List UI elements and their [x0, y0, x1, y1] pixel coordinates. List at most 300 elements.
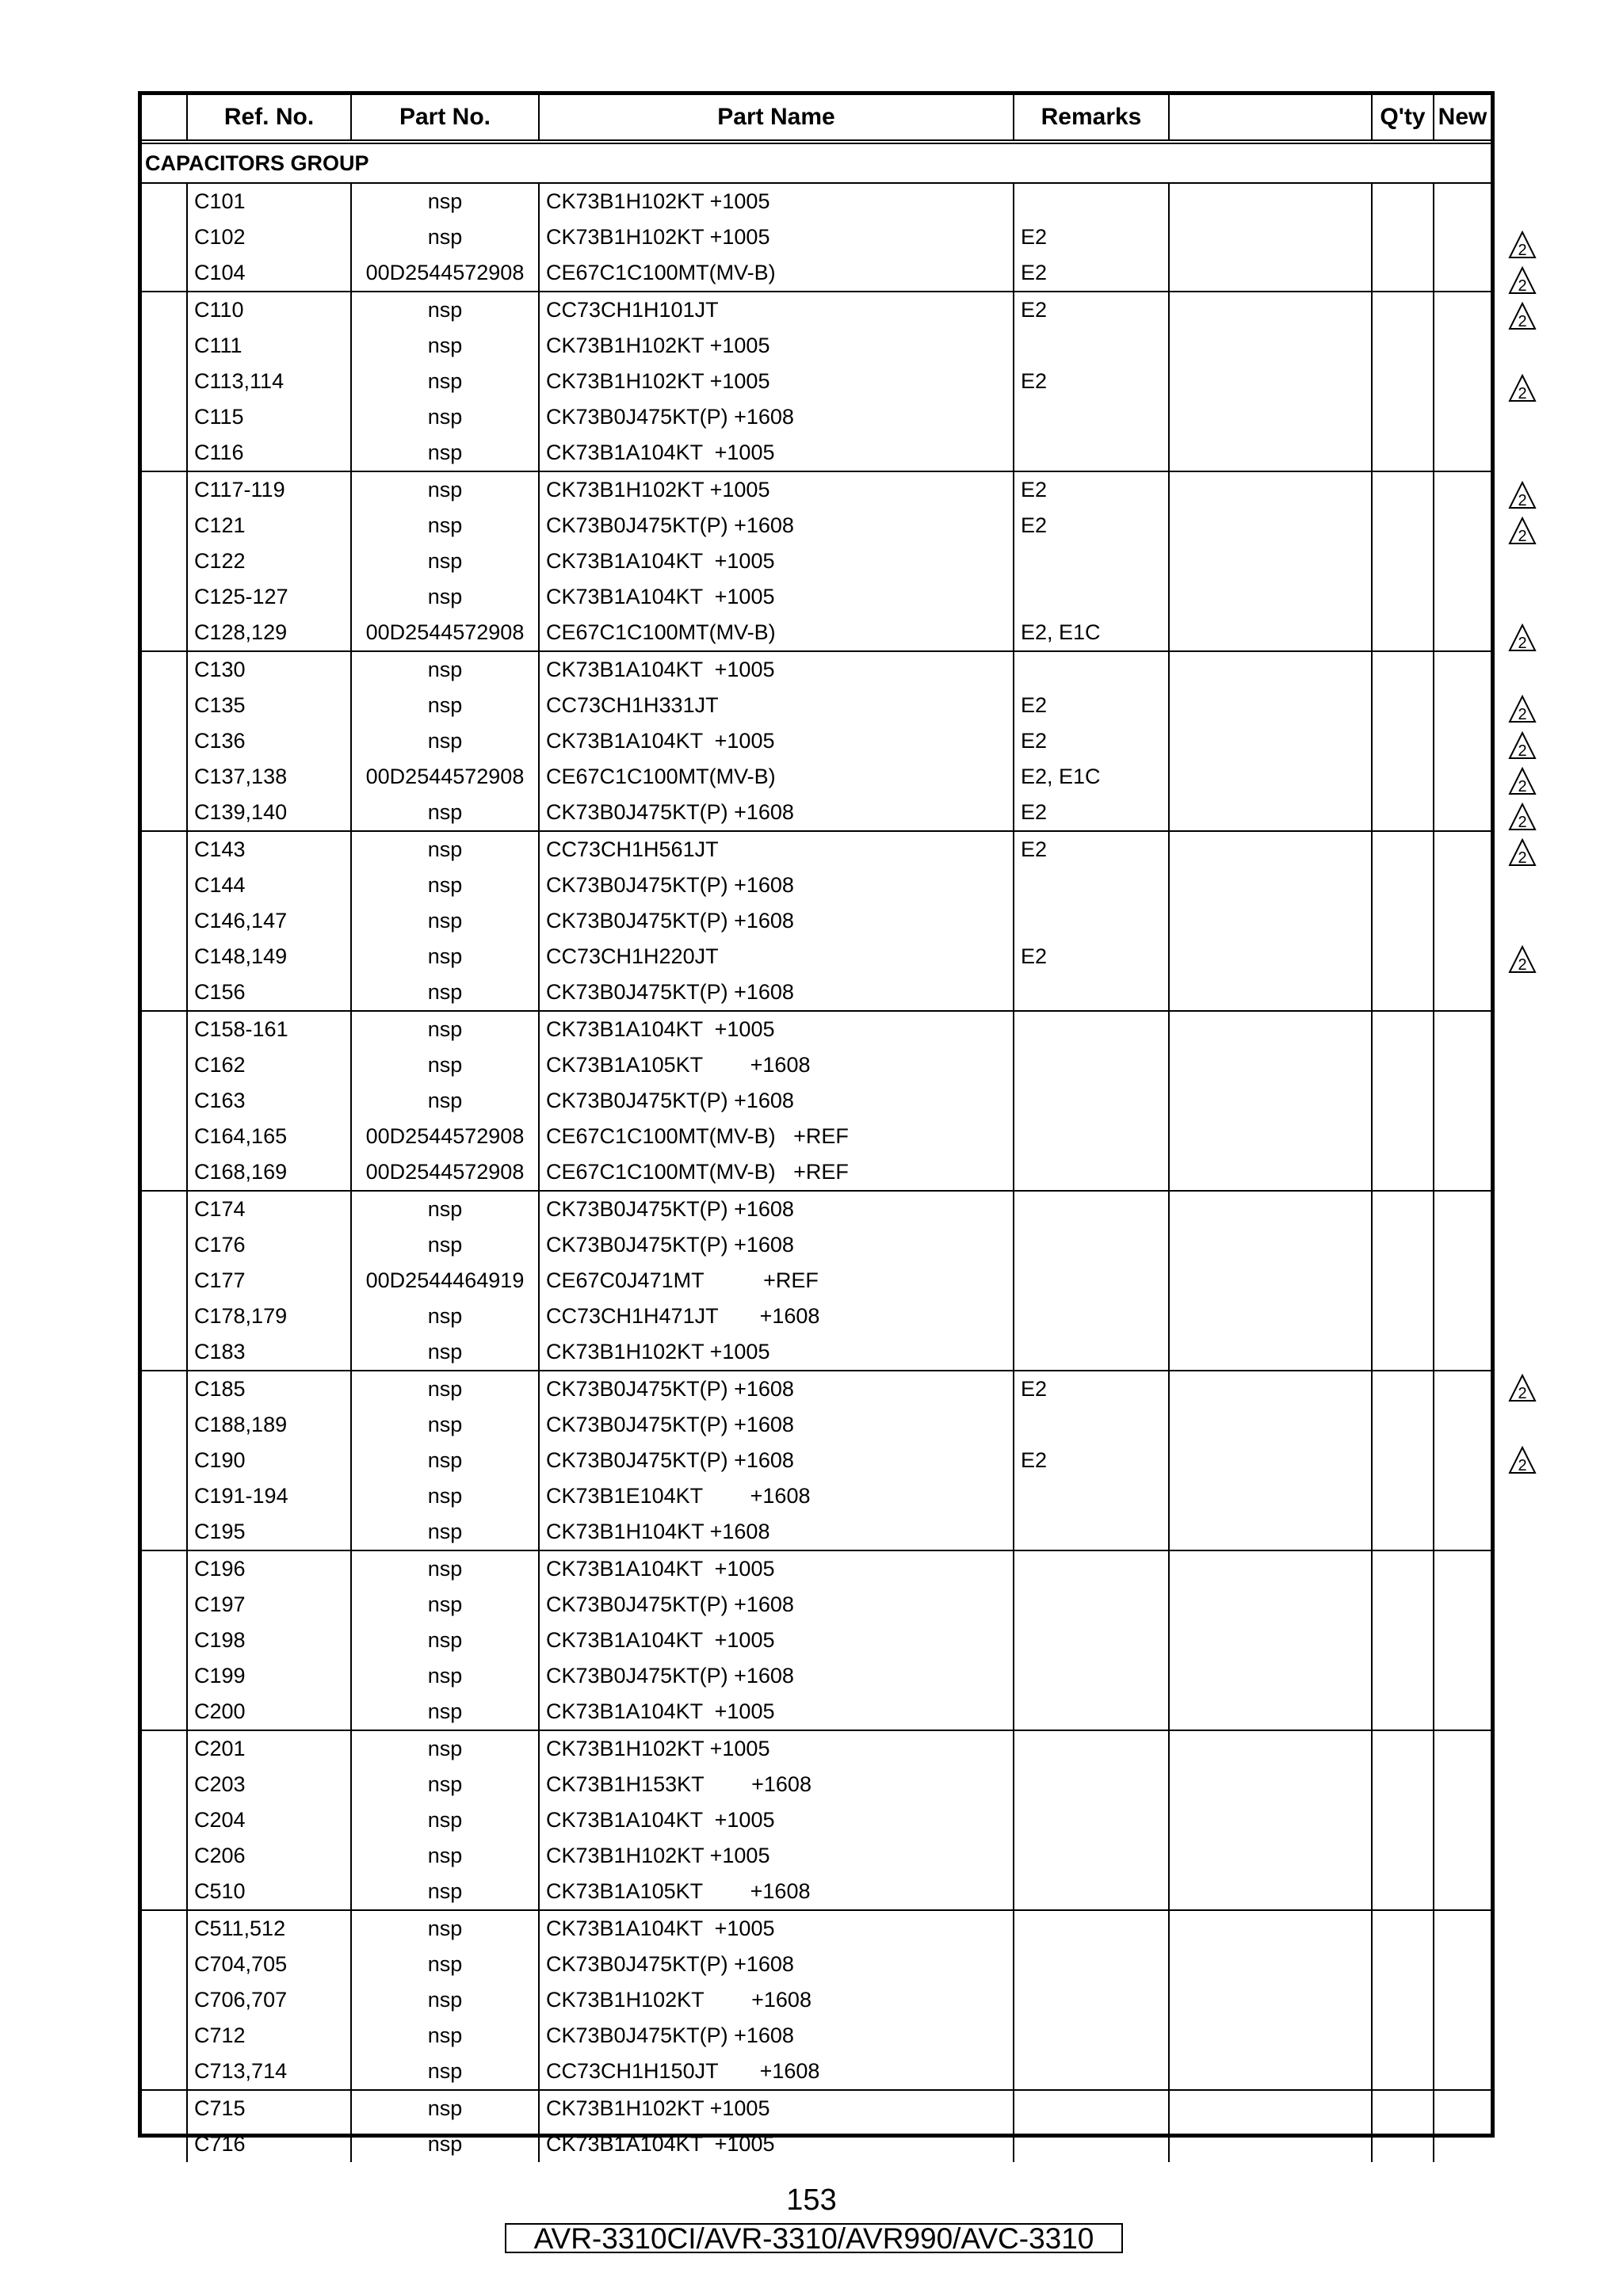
cell-qty	[1372, 1047, 1434, 1083]
cell-ref-no: C168,169	[187, 1154, 351, 1191]
cell-blank-2	[1169, 364, 1372, 399]
cell-remarks	[1014, 1299, 1169, 1334]
cell-new	[1434, 1478, 1491, 1514]
table-row	[142, 255, 1491, 292]
cell-blank-2	[1169, 615, 1372, 651]
cell-blank-2	[1169, 1550, 1372, 1587]
cell-ref-no: C206	[187, 1838, 351, 1874]
cell-qty	[1372, 543, 1434, 579]
cell-new	[1434, 1694, 1491, 1730]
table-row	[142, 2090, 1491, 2126]
cell-ref-no: C704,705	[187, 1947, 351, 1982]
table-row	[142, 219, 1491, 255]
revision-number: 2	[1518, 384, 1527, 402]
cell-part-no: nsp	[351, 1838, 539, 1874]
cell-blank-2	[1169, 255, 1372, 292]
cell-blank-2	[1169, 1299, 1372, 1334]
cell-ref-no: C200	[187, 1694, 351, 1730]
cell-qty	[1372, 1154, 1434, 1191]
table-row	[142, 795, 1491, 831]
cell-blank	[142, 364, 187, 399]
cell-ref-no: C177	[187, 1263, 351, 1299]
cell-part-name: CK73B1A104KT +1005	[539, 543, 1014, 579]
cell-part-name: CK73B1A104KT +1005	[539, 579, 1014, 615]
cell-new	[1434, 1982, 1491, 2018]
cell-new	[1434, 868, 1491, 903]
cell-qty	[1372, 1407, 1434, 1443]
cell-ref-no: C158-161	[187, 1011, 351, 1047]
cell-blank-2	[1169, 471, 1372, 508]
cell-part-name: CC73CH1H471JT +1608	[539, 1299, 1014, 1334]
revision-triangle-icon	[1508, 1446, 1537, 1474]
revision-triangle-icon	[1508, 231, 1537, 259]
revision-number: 2	[1518, 313, 1527, 331]
cell-remarks: E2	[1014, 795, 1169, 831]
header-remarks: Remarks	[1014, 95, 1169, 142]
revision-triangle-icon	[1508, 695, 1537, 723]
table-row	[142, 579, 1491, 615]
table-row	[142, 1334, 1491, 1371]
cell-remarks	[1014, 1587, 1169, 1623]
cell-blank-2	[1169, 579, 1372, 615]
cell-ref-no: C148,149	[187, 939, 351, 974]
header-row	[142, 95, 1491, 142]
cell-new	[1434, 1623, 1491, 1658]
cell-part-no: nsp	[351, 1227, 539, 1263]
cell-new	[1434, 795, 1491, 831]
cell-qty	[1372, 974, 1434, 1011]
cell-part-name: CK73B1H102KT +1005	[539, 1838, 1014, 1874]
cell-new	[1434, 723, 1491, 759]
cell-new	[1434, 1227, 1491, 1263]
cell-remarks	[1014, 974, 1169, 1011]
cell-blank-2	[1169, 795, 1372, 831]
cell-part-name: CC73CH1H561JT	[539, 831, 1014, 868]
cell-qty	[1372, 1227, 1434, 1263]
cell-ref-no: C185	[187, 1371, 351, 1407]
cell-remarks	[1014, 1874, 1169, 1910]
cell-part-name: CK73B0J475KT(P) +1608	[539, 903, 1014, 939]
cell-remarks: E2	[1014, 471, 1169, 508]
cell-qty	[1372, 1119, 1434, 1154]
cell-blank	[142, 219, 187, 255]
revision-number: 2	[1518, 1385, 1527, 1403]
cell-blank	[142, 1874, 187, 1910]
cell-blank	[142, 1730, 187, 1767]
cell-remarks: E2	[1014, 688, 1169, 723]
cell-part-no: nsp	[351, 1802, 539, 1838]
cell-ref-no: C122	[187, 543, 351, 579]
revision-number: 2	[1518, 491, 1527, 509]
cell-blank	[142, 651, 187, 688]
cell-qty	[1372, 1947, 1434, 1982]
cell-blank-2	[1169, 1227, 1372, 1263]
table-row	[142, 1407, 1491, 1443]
cell-blank	[142, 1550, 187, 1587]
table-row	[142, 292, 1491, 328]
cell-part-no: nsp	[351, 399, 539, 435]
cell-ref-no: C510	[187, 1874, 351, 1910]
cell-ref-no: C144	[187, 868, 351, 903]
cell-remarks	[1014, 1550, 1169, 1587]
cell-remarks	[1014, 1694, 1169, 1730]
cell-blank	[142, 903, 187, 939]
cell-blank-2	[1169, 1011, 1372, 1047]
cell-remarks: E2	[1014, 831, 1169, 868]
cell-remarks	[1014, 1119, 1169, 1154]
cell-part-no: nsp	[351, 1478, 539, 1514]
cell-part-no: nsp	[351, 1910, 539, 1947]
cell-blank	[142, 1514, 187, 1550]
revision-number: 2	[1518, 706, 1527, 724]
cell-part-no: nsp	[351, 723, 539, 759]
cell-part-no: nsp	[351, 1874, 539, 1910]
cell-qty	[1372, 723, 1434, 759]
cell-part-no: nsp	[351, 1623, 539, 1658]
cell-ref-no: C101	[187, 183, 351, 219]
cell-new	[1434, 508, 1491, 543]
cell-blank	[142, 1011, 187, 1047]
cell-remarks	[1014, 579, 1169, 615]
cell-qty	[1372, 435, 1434, 471]
cell-qty	[1372, 1587, 1434, 1623]
cell-remarks	[1014, 1047, 1169, 1083]
cell-part-name: CK73B0J475KT(P) +1608	[539, 1083, 1014, 1119]
revision-triangle-icon	[1508, 767, 1537, 795]
cell-blank-2	[1169, 1478, 1372, 1514]
cell-new	[1434, 2018, 1491, 2054]
cell-new	[1434, 183, 1491, 219]
cell-blank-2	[1169, 868, 1372, 903]
cell-qty	[1372, 219, 1434, 255]
cell-qty	[1372, 903, 1434, 939]
cell-ref-no: C137,138	[187, 759, 351, 795]
cell-blank	[142, 1982, 187, 2018]
cell-remarks	[1014, 1767, 1169, 1802]
table-row	[142, 1802, 1491, 1838]
table-row	[142, 328, 1491, 364]
cell-qty	[1372, 1838, 1434, 1874]
revision-triangle-icon	[1508, 731, 1537, 760]
cell-part-no: nsp	[351, 1694, 539, 1730]
cell-part-name: CC73CH1H220JT	[539, 939, 1014, 974]
cell-blank	[142, 1047, 187, 1083]
cell-blank-2	[1169, 1623, 1372, 1658]
cell-part-no: nsp	[351, 1011, 539, 1047]
parts-table-body	[142, 142, 1491, 2162]
table-row	[142, 939, 1491, 974]
cell-blank	[142, 183, 187, 219]
cell-blank-2	[1169, 1407, 1372, 1443]
cell-blank-2	[1169, 1443, 1372, 1478]
table-row	[142, 1011, 1491, 1047]
cell-ref-no: C110	[187, 292, 351, 328]
cell-ref-no: C203	[187, 1767, 351, 1802]
table-row	[142, 1947, 1491, 1982]
table-row	[142, 1767, 1491, 1802]
cell-qty	[1372, 508, 1434, 543]
cell-part-no: nsp	[351, 579, 539, 615]
cell-new	[1434, 1658, 1491, 1694]
cell-qty	[1372, 292, 1434, 328]
cell-remarks	[1014, 1947, 1169, 1982]
cell-ref-no: C135	[187, 688, 351, 723]
cell-qty	[1372, 1767, 1434, 1802]
cell-remarks: E2	[1014, 1371, 1169, 1407]
cell-ref-no: C125-127	[187, 579, 351, 615]
cell-new	[1434, 1047, 1491, 1083]
cell-remarks	[1014, 1154, 1169, 1191]
cell-blank-2	[1169, 2090, 1372, 2126]
cell-part-name: CK73B0J475KT(P) +1608	[539, 1587, 1014, 1623]
table-row	[142, 1191, 1491, 1227]
cell-new	[1434, 292, 1491, 328]
cell-blank	[142, 579, 187, 615]
table-row	[142, 364, 1491, 399]
table-row	[142, 688, 1491, 723]
cell-part-name: CE67C1C100MT(MV-B)	[539, 255, 1014, 292]
cell-ref-no: C198	[187, 1623, 351, 1658]
cell-qty	[1372, 1083, 1434, 1119]
cell-part-no: nsp	[351, 1767, 539, 1802]
cell-blank	[142, 1802, 187, 1838]
cell-blank-2	[1169, 759, 1372, 795]
cell-ref-no: C715	[187, 2090, 351, 2126]
cell-blank-2	[1169, 328, 1372, 364]
table-row	[142, 1371, 1491, 1407]
cell-new	[1434, 1587, 1491, 1623]
revision-triangle-icon	[1508, 838, 1537, 867]
cell-remarks	[1014, 1802, 1169, 1838]
cell-ref-no: C139,140	[187, 795, 351, 831]
cell-remarks	[1014, 903, 1169, 939]
cell-part-no: 00D2544572908	[351, 615, 539, 651]
cell-blank-2	[1169, 2054, 1372, 2090]
cell-part-no: nsp	[351, 1514, 539, 1550]
cell-ref-no: C706,707	[187, 1982, 351, 2018]
cell-ref-no: C191-194	[187, 1478, 351, 1514]
cell-qty	[1372, 688, 1434, 723]
cell-blank-2	[1169, 1838, 1372, 1874]
cell-ref-no: C104	[187, 255, 351, 292]
cell-remarks: E2	[1014, 939, 1169, 974]
revision-number: 2	[1518, 742, 1527, 760]
cell-part-no: nsp	[351, 1550, 539, 1587]
cell-blank	[142, 1407, 187, 1443]
cell-part-name: CK73B1H102KT +1005	[539, 328, 1014, 364]
cell-blank-2	[1169, 1587, 1372, 1623]
cell-blank	[142, 1478, 187, 1514]
cell-blank	[142, 1658, 187, 1694]
cell-new	[1434, 328, 1491, 364]
revision-number: 2	[1518, 527, 1527, 545]
cell-blank	[142, 1227, 187, 1263]
table-row	[142, 1658, 1491, 1694]
cell-ref-no: C511,512	[187, 1910, 351, 1947]
cell-part-no: nsp	[351, 795, 539, 831]
cell-remarks	[1014, 1083, 1169, 1119]
cell-qty	[1372, 1802, 1434, 1838]
table-row	[142, 831, 1491, 868]
cell-remarks	[1014, 2126, 1169, 2162]
cell-blank	[142, 399, 187, 435]
cell-part-no: 00D2544464919	[351, 1263, 539, 1299]
cell-blank-2	[1169, 1514, 1372, 1550]
cell-ref-no: C146,147	[187, 903, 351, 939]
cell-blank	[142, 974, 187, 1011]
table-row	[142, 1047, 1491, 1083]
cell-blank-2	[1169, 1658, 1372, 1694]
cell-new	[1434, 1263, 1491, 1299]
cell-qty	[1372, 1514, 1434, 1550]
cell-blank-2	[1169, 1191, 1372, 1227]
cell-new	[1434, 399, 1491, 435]
cell-part-name: CE67C1C100MT(MV-B)	[539, 615, 1014, 651]
cell-qty	[1372, 1730, 1434, 1767]
cell-blank	[142, 1838, 187, 1874]
cell-qty	[1372, 1263, 1434, 1299]
cell-part-no: nsp	[351, 508, 539, 543]
cell-blank-2	[1169, 543, 1372, 579]
cell-blank-2	[1169, 219, 1372, 255]
cell-remarks: E2, E1C	[1014, 759, 1169, 795]
cell-blank-2	[1169, 1910, 1372, 1947]
cell-part-name: CC73CH1H331JT	[539, 688, 1014, 723]
cell-qty	[1372, 868, 1434, 903]
cell-part-no: nsp	[351, 435, 539, 471]
model-name-box: AVR-3310CI/AVR-3310/AVR990/AVC-3310	[505, 2223, 1123, 2253]
cell-blank-2	[1169, 2018, 1372, 2054]
cell-part-no: nsp	[351, 1658, 539, 1694]
cell-part-no: nsp	[351, 219, 539, 255]
cell-blank	[142, 435, 187, 471]
cell-blank	[142, 2090, 187, 2126]
cell-blank-2	[1169, 399, 1372, 435]
cell-part-no: 00D2544572908	[351, 255, 539, 292]
cell-part-no: nsp	[351, 1047, 539, 1083]
cell-part-name: CK73B1H102KT +1608	[539, 1982, 1014, 2018]
cell-part-no: nsp	[351, 651, 539, 688]
cell-ref-no: C204	[187, 1802, 351, 1838]
cell-part-name: CK73B0J475KT(P) +1608	[539, 1191, 1014, 1227]
cell-blank	[142, 508, 187, 543]
revision-number: 2	[1518, 242, 1527, 260]
cell-new	[1434, 831, 1491, 868]
cell-remarks	[1014, 2054, 1169, 2090]
page-number: 153	[786, 2183, 837, 2217]
table-row	[142, 1550, 1491, 1587]
cell-new	[1434, 2090, 1491, 2126]
cell-qty	[1372, 1623, 1434, 1658]
cell-part-name: CK73B0J475KT(P) +1608	[539, 1658, 1014, 1694]
cell-part-name: CE67C1C100MT(MV-B) +REF	[539, 1119, 1014, 1154]
cell-blank	[142, 2018, 187, 2054]
cell-part-no: nsp	[351, 868, 539, 903]
cell-ref-no: C121	[187, 508, 351, 543]
cell-ref-no: C163	[187, 1083, 351, 1119]
cell-part-no: nsp	[351, 2126, 539, 2162]
cell-part-name: CK73B0J475KT(P) +1608	[539, 508, 1014, 543]
cell-part-name: CK73B0J475KT(P) +1608	[539, 868, 1014, 903]
cell-ref-no: C196	[187, 1550, 351, 1587]
cell-remarks	[1014, 399, 1169, 435]
cell-blank-2	[1169, 974, 1372, 1011]
cell-part-no: nsp	[351, 831, 539, 868]
cell-blank	[142, 2054, 187, 2090]
cell-new	[1434, 1910, 1491, 1947]
cell-ref-no: C111	[187, 328, 351, 364]
cell-ref-no: C174	[187, 1191, 351, 1227]
cell-remarks	[1014, 1478, 1169, 1514]
cell-qty	[1372, 1658, 1434, 1694]
cell-part-name: CK73B0J475KT(P) +1608	[539, 795, 1014, 831]
header-blank-2	[1169, 95, 1372, 142]
cell-part-no: nsp	[351, 1730, 539, 1767]
cell-part-no: 00D2544572908	[351, 1154, 539, 1191]
cell-remarks	[1014, 651, 1169, 688]
revision-number: 2	[1518, 777, 1527, 795]
table-row	[142, 1623, 1491, 1658]
cell-ref-no: C197	[187, 1587, 351, 1623]
table-row	[142, 615, 1491, 651]
cell-qty	[1372, 939, 1434, 974]
table-row	[142, 183, 1491, 219]
cell-part-no: nsp	[351, 2054, 539, 2090]
cell-blank-2	[1169, 651, 1372, 688]
cell-blank	[142, 868, 187, 903]
cell-new	[1434, 1083, 1491, 1119]
table-row	[142, 1730, 1491, 1767]
cell-blank-2	[1169, 1047, 1372, 1083]
cell-new	[1434, 1767, 1491, 1802]
cell-part-no: nsp	[351, 1982, 539, 2018]
cell-qty	[1372, 471, 1434, 508]
table-row	[142, 435, 1491, 471]
header-ref-no: Ref. No.	[187, 95, 351, 142]
table-row	[142, 1874, 1491, 1910]
cell-blank	[142, 255, 187, 292]
cell-qty	[1372, 615, 1434, 651]
cell-new	[1434, 471, 1491, 508]
table-row	[142, 1263, 1491, 1299]
cell-ref-no: C178,179	[187, 1299, 351, 1334]
cell-part-no: nsp	[351, 1083, 539, 1119]
cell-blank-2	[1169, 1947, 1372, 1982]
cell-blank-2	[1169, 1119, 1372, 1154]
cell-blank	[142, 1767, 187, 1802]
revision-triangle-icon	[1508, 517, 1537, 545]
cell-new	[1434, 1514, 1491, 1550]
cell-ref-no: C188,189	[187, 1407, 351, 1443]
cell-remarks	[1014, 868, 1169, 903]
cell-new	[1434, 1443, 1491, 1478]
cell-part-name: CK73B1A104KT +1005	[539, 651, 1014, 688]
cell-part-name: CK73B1H102KT +1005	[539, 219, 1014, 255]
cell-new	[1434, 219, 1491, 255]
cell-qty	[1372, 2054, 1434, 2090]
cell-ref-no: C117-119	[187, 471, 351, 508]
cell-ref-no: C712	[187, 2018, 351, 2054]
cell-part-name: CK73B0J475KT(P) +1608	[539, 1407, 1014, 1443]
cell-ref-no: C176	[187, 1227, 351, 1263]
cell-ref-no: C156	[187, 974, 351, 1011]
cell-part-name: CK73B1H102KT +1005	[539, 471, 1014, 508]
cell-part-name: CK73B0J475KT(P) +1608	[539, 399, 1014, 435]
cell-remarks	[1014, 435, 1169, 471]
cell-qty	[1372, 1910, 1434, 1947]
cell-blank	[142, 1587, 187, 1623]
cell-blank	[142, 1694, 187, 1730]
